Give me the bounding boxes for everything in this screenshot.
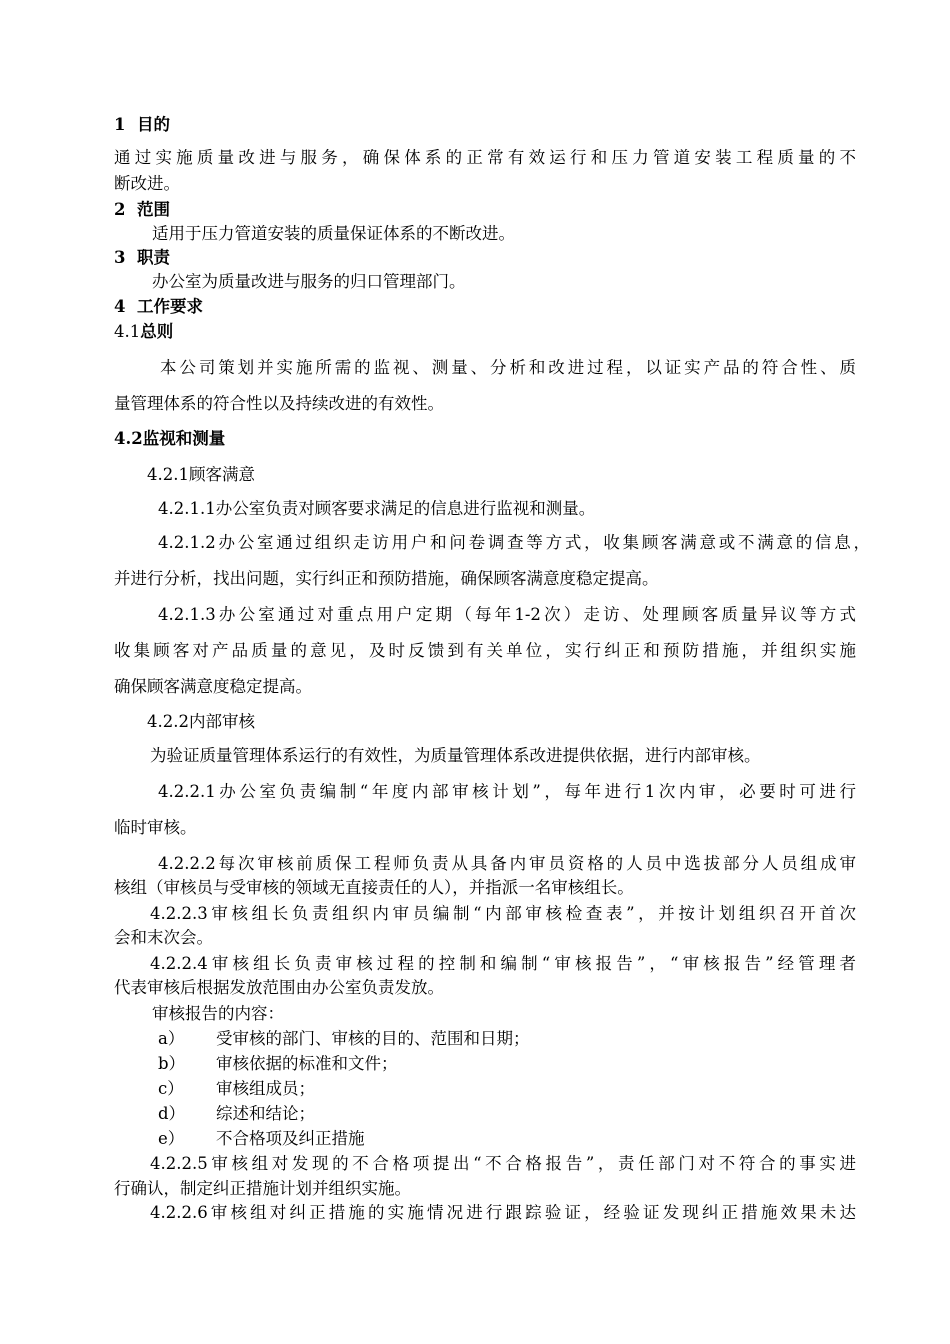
section-4-2-heading: 4.2监视和测量 bbox=[114, 429, 226, 448]
list-marker: d） bbox=[158, 1104, 186, 1123]
section-4-heading bbox=[114, 299, 203, 316]
section-1-heading bbox=[114, 117, 170, 134]
section-title: 目的 bbox=[136, 115, 170, 134]
paragraph-line: 本公司策划并实施所需的监视、测量、分析和改进过程，以证实产品的符合性、质 bbox=[160, 358, 856, 377]
section-number: 4 bbox=[114, 297, 126, 316]
section-number: 3 bbox=[114, 248, 126, 267]
subsection-heading: 4.2.1顾客满意 bbox=[147, 465, 255, 484]
list-item-text: 不合格项及纠正措施 bbox=[216, 1129, 365, 1148]
paragraph-line: 4.2.1.1办公室负责对顾客要求满足的信息进行监视和测量。 bbox=[158, 499, 596, 518]
section-4-1-heading bbox=[114, 324, 173, 341]
section-number: 2 bbox=[114, 200, 126, 219]
list-item-text: 审核组成员； bbox=[216, 1079, 315, 1098]
list-item bbox=[158, 1056, 398, 1073]
section-3-heading bbox=[114, 250, 170, 267]
list-marker: c） bbox=[158, 1079, 184, 1098]
section-2-heading bbox=[114, 202, 170, 219]
paragraph-line: 适用于压力管道安装的质量保证体系的不断改进。 bbox=[152, 224, 515, 243]
paragraph-line: 收集顾客对产品质量的意见，及时反馈到有关单位，实行纠正和预防措施，并组织实施 bbox=[114, 641, 856, 660]
section-title: 范围 bbox=[136, 200, 170, 219]
report-intro: 审核报告的内容： bbox=[152, 1004, 284, 1023]
paragraph-line: 4.2.2.6审核组对纠正措施的实施情况进行跟踪验证，经验证发现纠正措施效果未达 bbox=[150, 1203, 856, 1222]
paragraph-line: 临时审核。 bbox=[114, 818, 197, 837]
section-number: 1 bbox=[114, 115, 126, 134]
list-item-text: 受审核的部门、审核的目的、范围和日期； bbox=[216, 1029, 530, 1048]
section-number: 4.1 bbox=[114, 322, 141, 341]
paragraph-line: 并进行分析，找出问题，实行纠正和预防措施，确保顾客满意度稳定提高。 bbox=[114, 569, 659, 588]
paragraph-line: 核组（审核员与受审核的领域无直接责任的人），并指派一名审核组长。 bbox=[114, 878, 634, 897]
list-item bbox=[158, 1106, 315, 1123]
paragraph-line: 4.2.1.2办公室通过组织走访用户和问卷调查等方式，收集顾客满意或不满意的信息， bbox=[158, 533, 870, 552]
section-title: 总则 bbox=[140, 322, 174, 341]
paragraph-line: 通过实施质量改进与服务，确保体系的正常有效运行和压力管道安装工程质量的不 bbox=[114, 148, 856, 167]
paragraph-line: 4.2.2.5审核组对发现的不合格项提出“不合格报告”，责任部门对不符合的事实进 bbox=[150, 1154, 856, 1173]
list-marker: a） bbox=[158, 1029, 185, 1048]
paragraph-line: 4.2.2.1办公室负责编制“年度内部审核计划”，每年进行1次内审，必要时可进行 bbox=[158, 782, 856, 801]
paragraph-line: 量管理体系的符合性以及持续改进的有效性。 bbox=[114, 394, 444, 413]
subsection-heading: 4.2.2内部审核 bbox=[147, 712, 255, 731]
list-item-text: 审核依据的标准和文件； bbox=[216, 1054, 398, 1073]
paragraph-line: 确保顾客满意度稳定提高。 bbox=[114, 677, 312, 696]
paragraph-line: 4.2.1.3办公室通过对重点用户定期（每年1-2次）走访、处理顾客质量异议等方式 bbox=[158, 605, 856, 624]
paragraph-line: 办公室为质量改进与服务的归口管理部门。 bbox=[152, 272, 466, 291]
list-item-text: 综述和结论； bbox=[216, 1104, 315, 1123]
paragraph-line: 4.2.2.4审核组长负责审核过程的控制和编制“审核报告”，“审核报告”经管理者 bbox=[150, 954, 856, 973]
list-marker: b） bbox=[158, 1054, 186, 1073]
list-item bbox=[158, 1131, 365, 1148]
paragraph-line: 断改进。 bbox=[114, 174, 180, 193]
paragraph-line: 4.2.2.3审核组长负责组织内审员编制“内部审核检查表”，并按计划组织召开首次 bbox=[150, 904, 856, 923]
list-item bbox=[158, 1031, 530, 1048]
section-title: 工作要求 bbox=[136, 297, 203, 316]
paragraph-line: 代表审核后根据发放范围由办公室负责发放。 bbox=[114, 978, 444, 997]
section-title: 职责 bbox=[136, 248, 170, 267]
paragraph-line: 4.2.2.2每次审核前质保工程师负责从具备内审员资格的人员中选拔部分人员组成审 bbox=[158, 854, 856, 873]
paragraph-line: 会和末次会。 bbox=[114, 928, 213, 947]
list-item bbox=[158, 1081, 315, 1098]
list-marker: e） bbox=[158, 1129, 185, 1148]
paragraph-line: 行确认，制定纠正措施计划并组织实施。 bbox=[114, 1179, 411, 1198]
paragraph-line: 为验证质量管理体系运行的有效性，为质量管理体系改进提供依据，进行内部审核。 bbox=[150, 746, 761, 765]
